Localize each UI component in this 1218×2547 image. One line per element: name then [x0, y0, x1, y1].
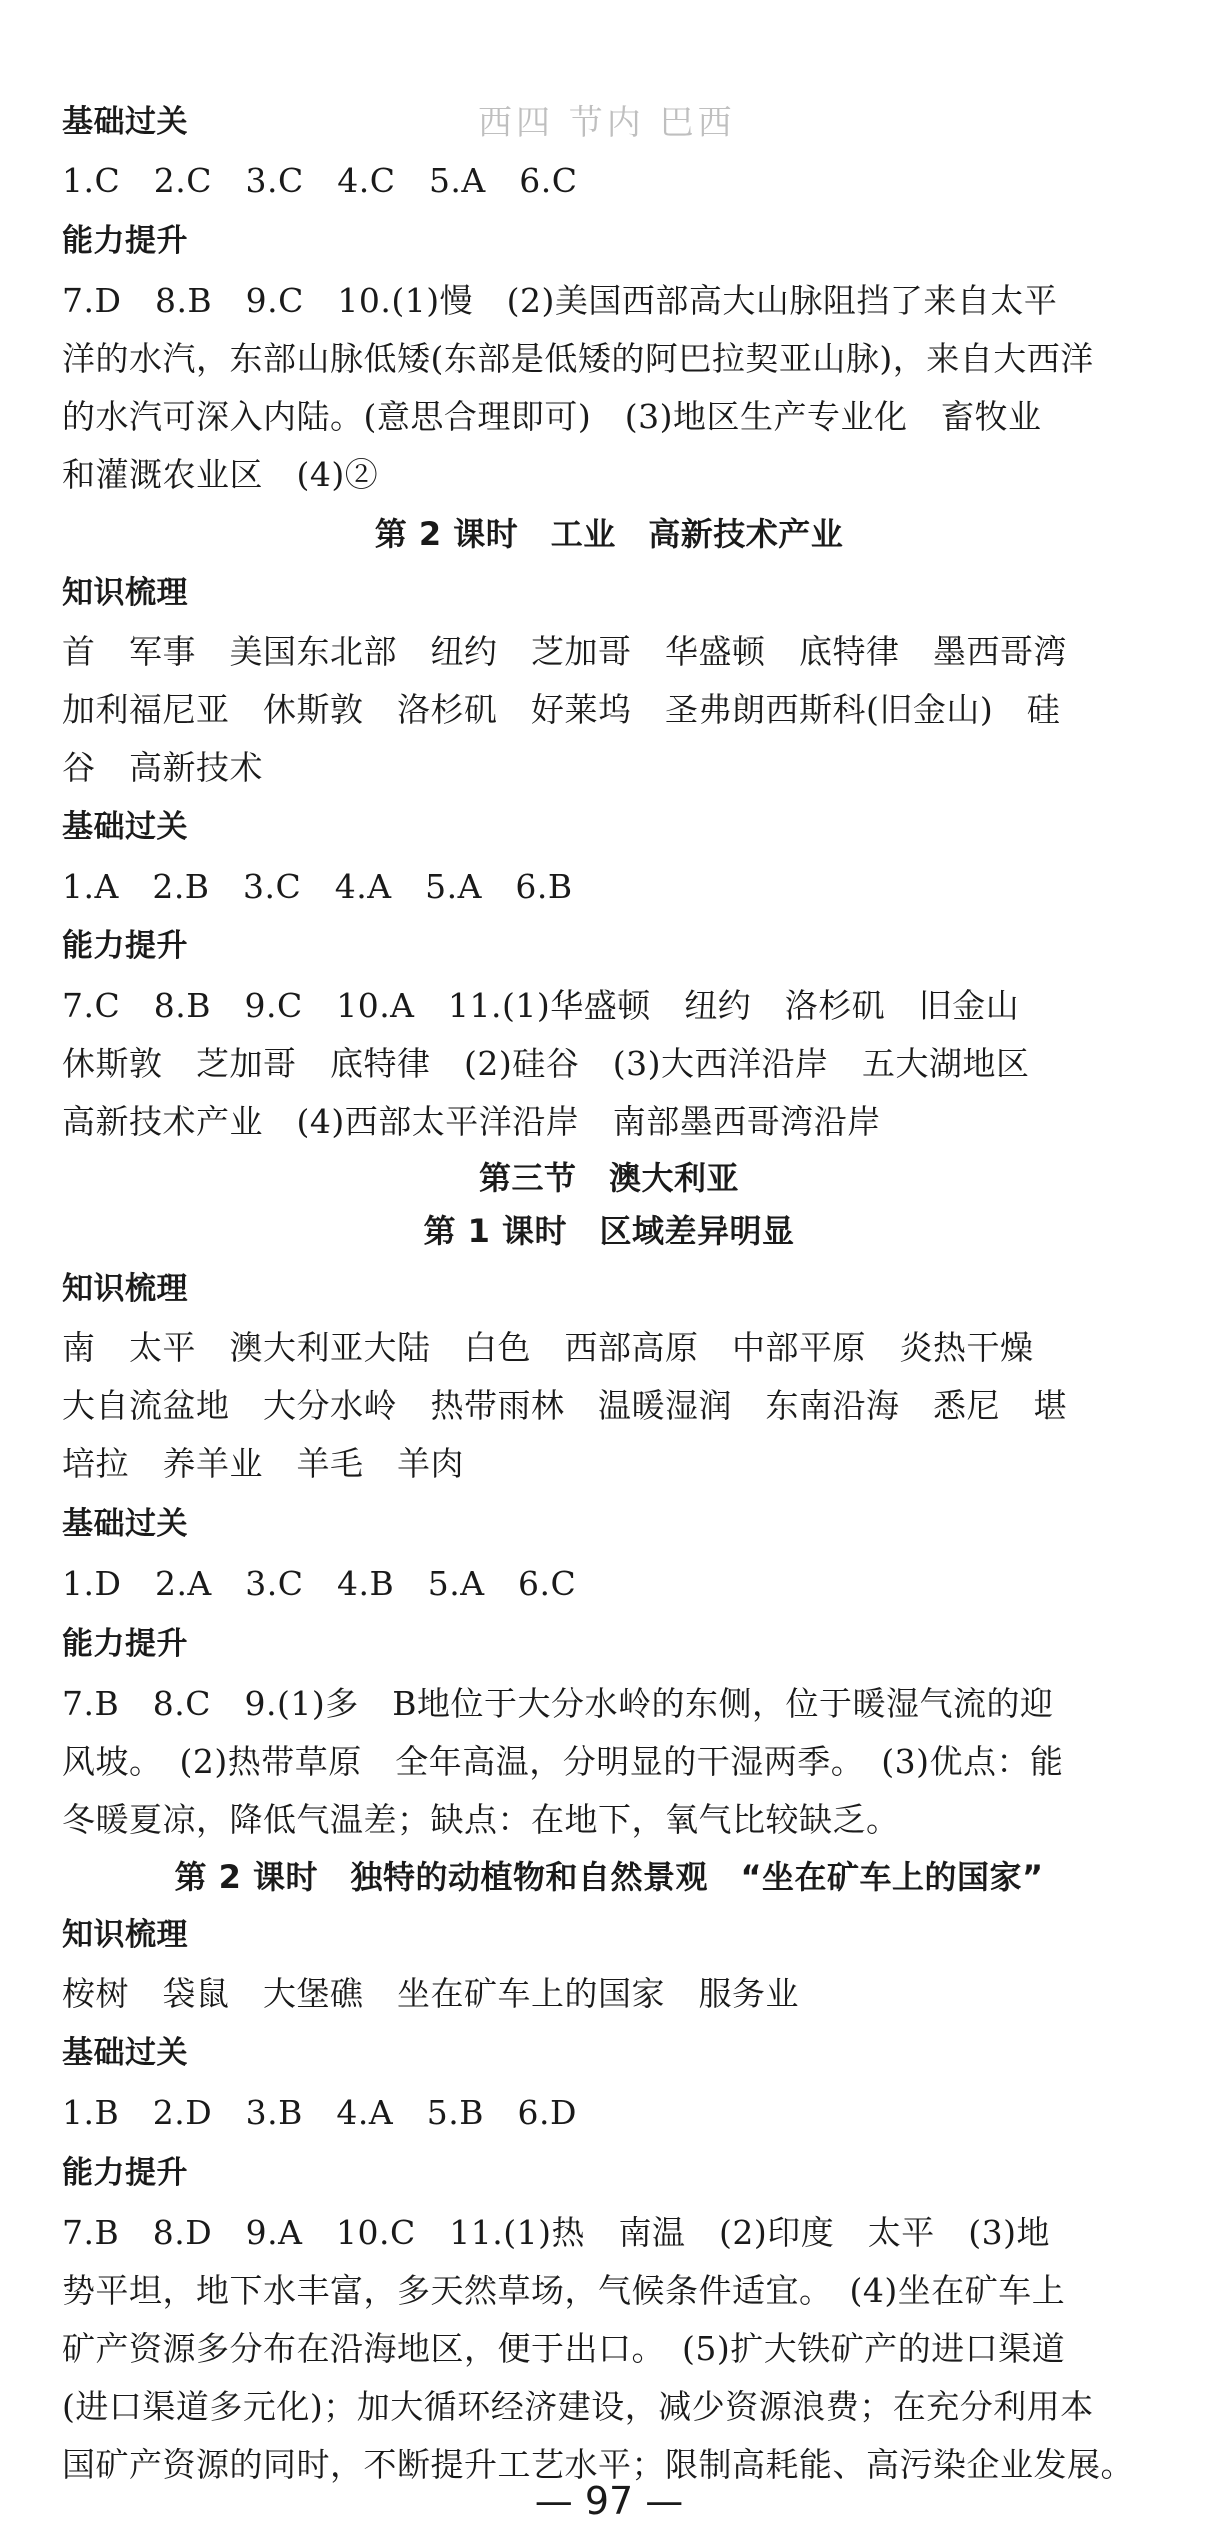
- answer-line: 洋的水汽，东部山脉低矮(东部是低矮的阿巴拉契亚山脉)，来自大西洋: [62, 339, 1094, 378]
- faded-stamp-text: 西四 节内 巴西: [478, 103, 736, 143]
- answer-line: 南 太平 澳大利亚大陆 白色 西部高原 中部平原 炎热干燥: [62, 1328, 1034, 1367]
- section-label: 知识梳理: [62, 1917, 188, 1953]
- section-label: 基础过关: [62, 104, 188, 140]
- answer-line: 7.C 8.B 9.C 10.A 11.(1)华盛顿 纽约 洛杉矶 旧金山: [62, 986, 1020, 1025]
- answer-line: 的水汽可深入内陆。(意思合理即可) (3)地区生产专业化 畜牧业: [62, 397, 1042, 436]
- section-label: 能力提升: [62, 2155, 188, 2191]
- answer-line: 大自流盆地 大分水岭 热带雨林 温暖湿润 东南沿海 悉尼 堪: [62, 1386, 1067, 1425]
- section-label: 能力提升: [62, 223, 188, 259]
- answer-line: 高新技术产业 (4)西部太平洋沿岸 南部墨西哥湾沿岸: [62, 1102, 881, 1141]
- answer-line: 冬暖夏凉，降低气温差；缺点：在地下，氧气比较缺乏。: [62, 1800, 900, 1839]
- answer-line: 1.C 2.C 3.C 4.C 5.A 6.C: [62, 161, 578, 200]
- answer-line: 7.B 8.D 9.A 10.C 11.(1)热 南温 (2)印度 太平 (3)地: [62, 2213, 1050, 2252]
- answer-line: 势平坦，地下水丰富，多天然草场，气候条件适宜。 (4)坐在矿车上: [62, 2271, 1066, 2310]
- answer-line: 矿产资源多分布在沿海地区，便于出口。 (5)扩大铁矿产的进口渠道: [62, 2329, 1066, 2368]
- answer-line: 首 军事 美国东北部 纽约 芝加哥 华盛顿 底特律 墨西哥湾: [62, 632, 1067, 671]
- answer-line: 1.B 2.D 3.B 4.A 5.B 6.D: [62, 2093, 577, 2132]
- answer-line: 国矿产资源的同时，不断提升工艺水平；限制高耗能、高污染企业发展。: [62, 2445, 1134, 2484]
- answer-line: 1.D 2.A 3.C 4.B 5.A 6.C: [62, 1564, 577, 1603]
- section-label: 知识梳理: [62, 575, 188, 611]
- page-number: — 97 —: [534, 2479, 684, 2523]
- answer-line: 休斯敦 芝加哥 底特律 (2)硅谷 (3)大西洋沿岸 五大湖地区: [62, 1044, 1030, 1083]
- section-heading: 第三节 澳大利亚: [478, 1159, 739, 1197]
- section-label: 基础过关: [62, 809, 188, 845]
- answer-line: (进口渠道多元化)；加大循环经济建设，减少资源浪费；在充分利用本: [62, 2387, 1094, 2426]
- answer-line: 1.A 2.B 3.C 4.A 5.A 6.B: [62, 867, 573, 906]
- answer-line: 7.B 8.C 9.(1)多 B地位于大分水岭的东侧，位于暖湿气流的迎: [62, 1684, 1054, 1723]
- lesson-heading: 第 1 课时 区域差异明显: [423, 1212, 795, 1250]
- answer-line: 培拉 养羊业 羊毛 羊肉: [62, 1444, 464, 1483]
- section-label: 知识梳理: [62, 1271, 188, 1307]
- answer-line: 风坡。 (2)热带草原 全年高温，分明显的干湿两季。 (3)优点：能: [62, 1742, 1064, 1781]
- answer-line: 桉树 袋鼠 大堡礁 坐在矿车上的国家 服务业: [62, 1974, 799, 2013]
- answer-line: 和灌溉农业区 (4)②: [62, 455, 379, 494]
- answer-line: 谷 高新技术: [62, 748, 263, 787]
- lesson-heading: 第 2 课时 独特的动植物和自然景观 “坐在矿车上的国家”: [174, 1858, 1044, 1896]
- section-label: 能力提升: [62, 928, 188, 964]
- answer-line: 加利福尼亚 休斯敦 洛杉矶 好莱坞 圣弗朗西斯科(旧金山) 硅: [62, 690, 1061, 729]
- section-label: 能力提升: [62, 1626, 188, 1662]
- answer-line: 7.D 8.B 9.C 10.(1)慢 (2)美国西部高大山脉阻挡了来自太平: [62, 281, 1058, 320]
- lesson-heading: 第 2 课时 工业 高新技术产业: [374, 515, 844, 553]
- section-label: 基础过关: [62, 1506, 188, 1542]
- section-label: 基础过关: [62, 2035, 188, 2071]
